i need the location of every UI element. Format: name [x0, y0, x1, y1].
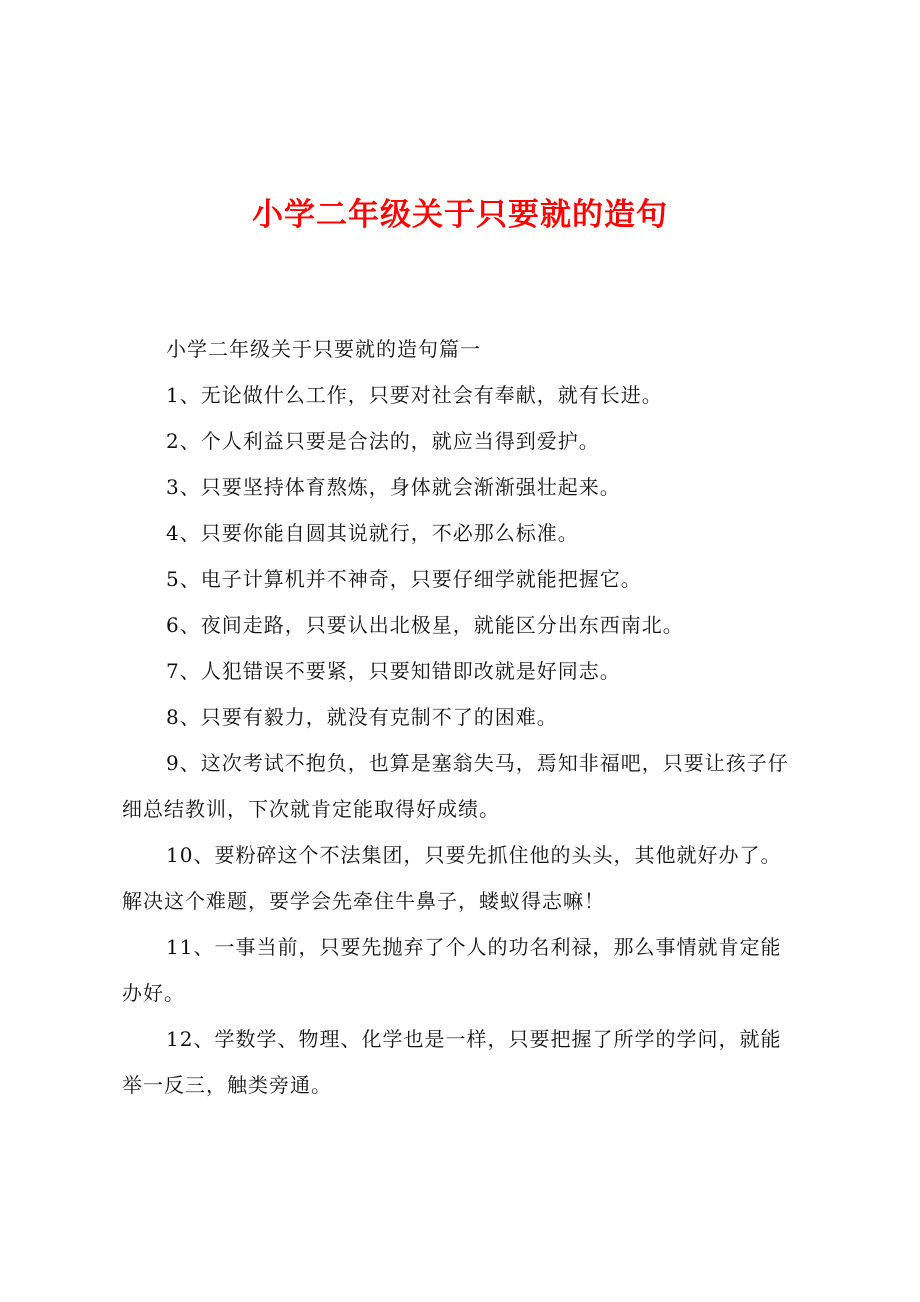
paragraph: 9、这次考试不抱负，也算是塞翁失马，焉知非福吧，只要让孩子仔细总结教训，下次就肯定能取得好成绩。	[122, 751, 789, 821]
paragraph: 8、只要有毅力，就没有克制不了的困难。	[166, 705, 558, 729]
paragraph: 12、学数学、物理、化学也是一样，只要把握了所学的学问，就能举一反三，触类旁通。	[122, 1027, 782, 1097]
paragraph: 5、电子计算机并不神奇，只要仔细学就能把握它。	[166, 567, 642, 591]
paragraph: 3、只要坚持体育熬炼，身体就会渐渐强壮起来。	[166, 475, 621, 499]
paragraph: 10、要粉碎这个不法集团，只要先抓住他的头头，其他就好办了。解决这个难题，要学会先牵住牛鼻子，蝼蚁得志嘛！	[122, 843, 782, 913]
document-body	[122, 326, 798, 1108]
document-title: 小学二年级关于只要就的造句	[252, 197, 668, 233]
paragraph: 4、只要你能自圆其说就行，不必那么标准。	[166, 521, 579, 545]
paragraph: 11、一事当前，只要先抛弃了个人的功名利禄，那么事情就肯定能办好。	[122, 935, 782, 1005]
paragraph: 2、个人利益只要是合法的，就应当得到爱护。	[166, 429, 600, 453]
paragraph: 6、夜间走路，只要认出北极星，就能区分出东西南北。	[166, 613, 684, 637]
paragraph: 7、人犯错误不要紧，只要知错即改就是好同志。	[166, 659, 621, 683]
paragraph-heading: 小学二年级关于只要就的造句篇一	[166, 337, 481, 361]
paragraph: 1、无论做什么工作，只要对社会有奉献，就有长进。	[166, 383, 663, 407]
